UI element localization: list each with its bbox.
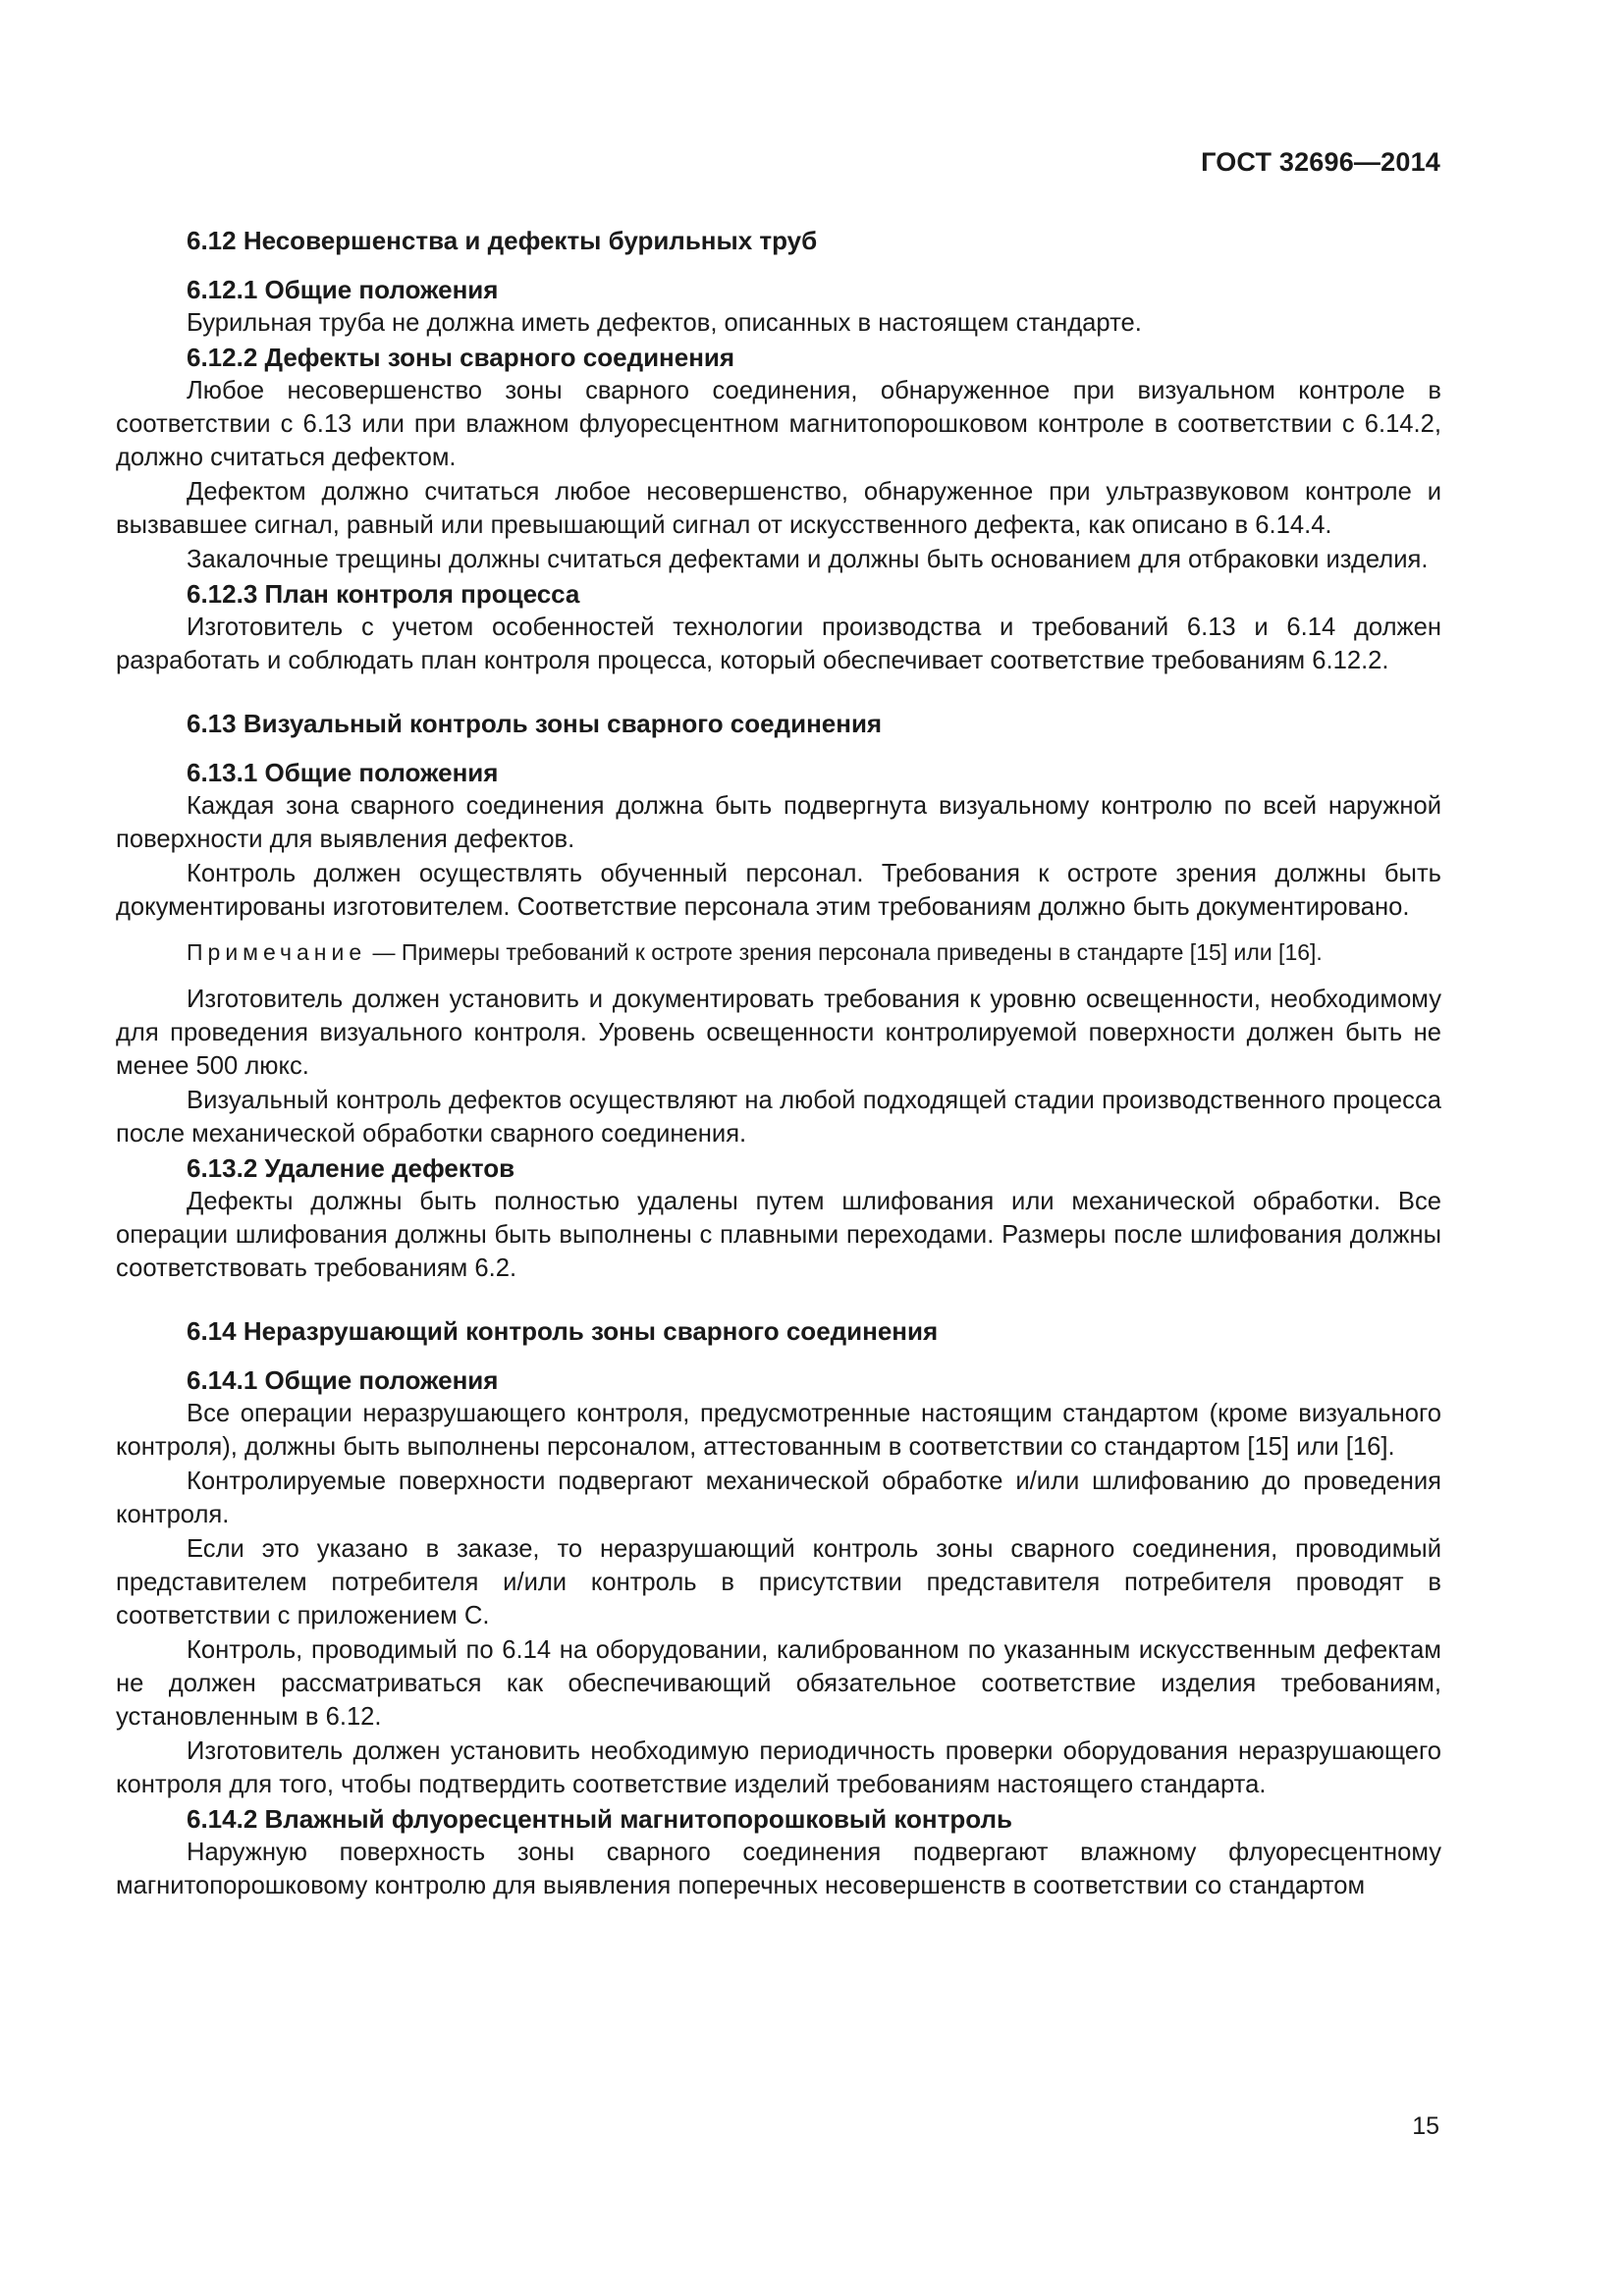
subsection-heading: 6.12.1 Общие положения (187, 275, 499, 304)
note-text: — Примеры требований к остроте зрения персонала приведены в стандарте [15] или [16]. (366, 939, 1323, 965)
paragraph: Дефектом должно считаться любое несовершенство, обнаруженное при ультразвуковом контроле и вызвавшее сигнал, равный или превышающий сигнал от искусственного дефекта, как описано в 6.14.4. (116, 478, 1441, 539)
paragraph: Контролируемые поверхности подвергают механической обработке и/или шлифованию до проведения контроля. (116, 1468, 1441, 1528)
note-label: Примечание (187, 939, 367, 965)
paragraph: Изготовитель с учетом особенностей технологии производства и требований 6.13 и 6.14 должен разработать и соблюдать план контроля процесса, который обеспечивает соответствие требованиям 6.12.2. (116, 614, 1441, 674)
paragraph: Контроль должен осуществлять обученный персонал. Требования к остроте зрения должны быть документированы изготовителем. Соответствие персонала этим требованиям должно быть документировано. (116, 860, 1441, 921)
subsection-heading: 6.13.2 Удаление дефектов (187, 1153, 515, 1183)
section-6-13 (116, 707, 1441, 1285)
page-body (116, 224, 1441, 1932)
paragraph: Наружную поверхность зоны сварного соединения подвергают влажному флуоресцентному магнитопорошковому контролю для выявления поперечных несовершенств в соответствии со стандартом (116, 1839, 1441, 1899)
section-6-12 (116, 224, 1441, 677)
paragraph: Визуальный контроль дефектов осуществляют на любой подходящей стадии производственного процесса после механической обработки сварного соединения. (116, 1087, 1441, 1148)
paragraph: Каждая зона сварного соединения должна быть подвергнута визуальному контролю по всей наружной поверхности для выявления дефектов. (116, 792, 1441, 853)
paragraph: Любое несовершенство зоны сварного соединения, обнаруженное при визуальном контроле в соответствии с 6.13 или при влажном флуоресцентном магнитопорошковом контроле в соответствии с 6.14.2, должно считаться дефектом. (116, 377, 1441, 471)
paragraph: Контроль, проводимый по 6.14 на оборудовании, калиброванном по указанным искусственным дефектам не должен рассматриваться как обеспечивающий обязательное соответствие изделия требованиям, установленным в 6.12. (116, 1636, 1441, 1731)
subsection-heading: 6.13.1 Общие положения (187, 758, 499, 787)
section-6-14 (116, 1314, 1441, 1902)
section-heading: 6.12 Несовершенства и дефекты бурильных труб (187, 226, 818, 255)
subsection-heading: 6.12.3 План контроля процесса (187, 579, 580, 609)
section-heading: 6.14 Неразрушающий контроль зоны сварного соединения (187, 1316, 939, 1346)
section-heading: 6.13 Визуальный контроль зоны сварного соединения (187, 709, 883, 738)
paragraph: Дефекты должны быть полностью удалены путем шлифования или механической обработки. Все операции шлифования должны быть выполнены с плавными переходами. Размеры после шлифования должны соответствовать требованиям 6.2. (116, 1188, 1441, 1282)
paragraph: Бурильная труба не должна иметь дефектов, описанных в настоящем стандарте. (187, 309, 1142, 337)
page-number: 15 (1412, 2112, 1439, 2140)
subsection-heading: 6.14.2 Влажный флуоресцентный магнитопорошковый контроль (187, 1804, 1012, 1834)
subsection-heading: 6.14.1 Общие положения (187, 1365, 499, 1395)
document-code: ГОСТ 32696—2014 (1201, 147, 1440, 177)
note (116, 935, 1441, 969)
paragraph: Все операции неразрушающего контроля, предусмотренные настоящим стандартом (кроме визуального контроля), должны быть выполнены персоналом, аттестованным в соответствии со стандартом [15] или [16]. (116, 1400, 1441, 1461)
paragraph: Изготовитель должен установить и документировать требования к уровню освещенности, необходимому для проведения визуального контроля. Уровень освещенности контролируемой поверхности должен быть не менее 500 люкс. (116, 986, 1441, 1080)
paragraph: Закалочные трещины должны считаться дефектами и должны быть основанием для отбраковки изделия. (187, 546, 1429, 573)
paragraph: Если это указано в заказе, то неразрушающий контроль зоны сварного соединения, проводимый представителем потребителя и/или контроль в присутствии представителя потребителя проводят в соответствии с приложением С. (116, 1535, 1441, 1629)
paragraph: Изготовитель должен установить необходимую периодичность проверки оборудования неразрушающего контроля для того, чтобы подтвердить соответствие изделий требованиям настоящего стандарта. (116, 1737, 1441, 1798)
subsection-heading: 6.12.2 Дефекты зоны сварного соединения (187, 343, 735, 372)
